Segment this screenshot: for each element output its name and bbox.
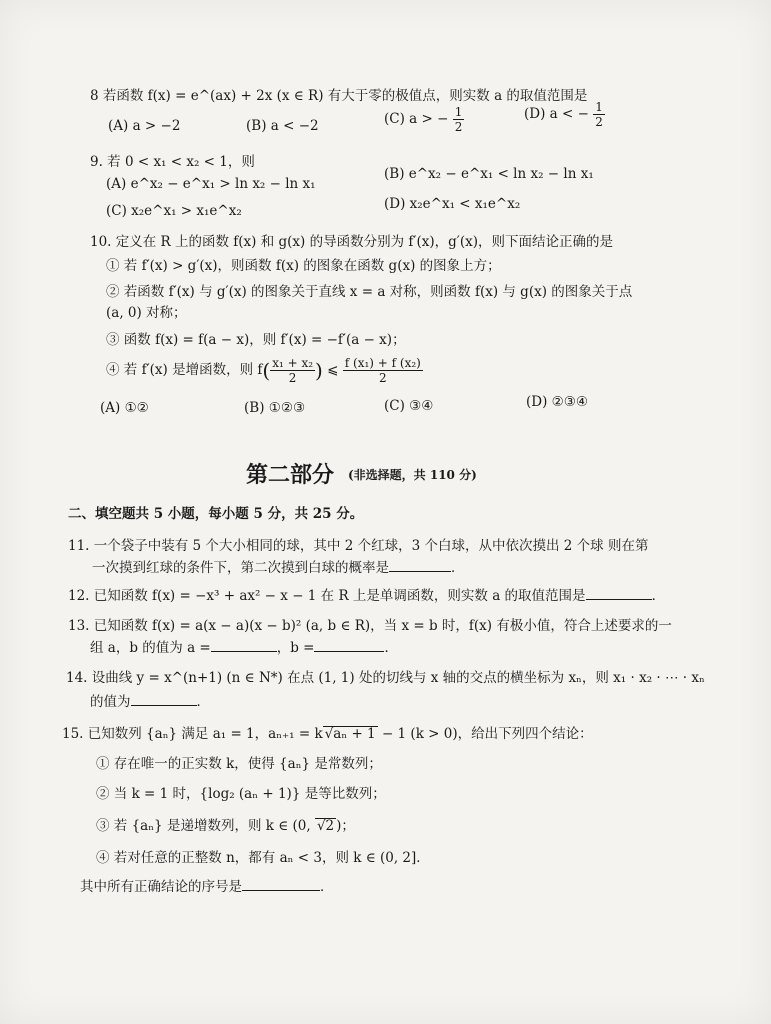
q8-d-frac-den: 2 — [595, 115, 603, 129]
q10-statement-2-cont: (a, 0) 对称； — [106, 305, 187, 321]
q10-s4-left-fraction: $\frac{\text{x₁ + x₂}}{2}$ — [272, 356, 314, 385]
q10-statement-2: ② 若函数 f′(x) 与 g′(x) 的图象关于直线 x = a 对称，则函数 f(x) 与 g(x) 的图象关于点 — [106, 284, 633, 300]
q8-option-c-text: (C) a > − — [384, 111, 449, 127]
q11-answer-blank[interactable] — [389, 559, 451, 572]
q8-stem: 8 若函数 f(x) = e^(ax) + 2x (x ∈ R) 有大于零的极值点，则实数 a 的取值范围是 — [90, 88, 588, 104]
q9-option-a: (A) e^x₂ − e^x₁ > ln x₂ − ln x₁ — [106, 176, 316, 192]
q10-stem: 10. 定义在 R 上的函数 f(x) 和 g(x) 的导函数分别为 f′(x)，g′(x)，则下面结论正确的是 — [90, 234, 613, 250]
part2-title: 第二部分 — [246, 462, 335, 488]
q10-option-d: (D) ②③④ — [526, 394, 588, 410]
q15-answer-blank[interactable] — [242, 878, 320, 891]
q10-statement-3: ③ 函数 f(x) = f(a − x)，则 f′(x) = −f′(a − x)； — [106, 332, 406, 348]
q9-option-d: (D) x₂e^x₁ < x₁e^x₂ — [384, 196, 521, 212]
section2-heading: 二、填空题共 5 小题，每小题 5 分，共 25 分。 — [68, 506, 364, 522]
q14-line2: 的值为 ． — [90, 694, 210, 710]
q15-tail: 其中所有正确结论的序号是 ． — [80, 879, 334, 895]
q12-answer-blank[interactable] — [586, 587, 652, 600]
q13-line2: 组 a，b 的值为 a = ，b = ． — [90, 640, 398, 656]
q15-statement-3: ③ 若 {aₙ} 是递增数列，则 k ∈ (0, √2 )； — [96, 818, 355, 834]
q14-line1: 14. 设曲线 y = x^(n+1) (n ∈ N*) 在点 (1, 1) 处的切线与 x 轴的交点的横坐标为 xₙ，则 x₁ · x₂ · ⋯ · xₙ — [66, 670, 705, 686]
q15-statement-2: ② 当 k = 1 时，{log₂ (aₙ + 1)} 是等比数列； — [96, 786, 386, 802]
q10-statement-1: ① 若 f′(x) > g′(x)，则函数 f(x) 的图象在函数 g(x) 的图象上方； — [106, 258, 501, 274]
q9-option-b: (B) e^x₂ − e^x₁ < ln x₂ − ln x₁ — [384, 166, 594, 182]
q10-s4-right-fraction: $\frac{\text{f (x₁) + f (x₂)}}{2}$ — [344, 356, 421, 385]
q13-line1: 13. 已知函数 f(x) = a(x − a)(x − b)² (a, b ∈ R)，当 x = b 时，f(x) 有极小值，符合上述要求的一 — [68, 618, 672, 634]
q8-option-a: (A) a > −2 — [108, 118, 181, 134]
q8-option-d-fraction — [593, 100, 605, 129]
q8-option-b: (B) a < −2 — [246, 118, 319, 134]
q8-d-frac-num: 1 — [595, 100, 603, 114]
q13-blank-b[interactable] — [314, 639, 384, 652]
q10-option-b: (B) ①②③ — [244, 400, 306, 416]
part2-subtitle: (非选择题，共 110 分) — [348, 468, 477, 482]
q10-option-a: (A) ①② — [100, 400, 149, 416]
q10-statement-4: ④ 若 f′(x) 是增函数，则 f( $\frac{\text{x₁ + x₂}}{2}$ ) ⩽ $\frac{\text{f (x₁) + f (x₂)}}{2}$ — [106, 356, 421, 385]
q15-statement-4: ④ 若对任意的正整数 n，都有 aₙ < 3，则 k ∈ (0, 2]． — [96, 850, 430, 866]
q8-option-d-text: (D) a < − — [524, 106, 589, 122]
q15-sqrt: √aₙ + 1 — [324, 726, 376, 742]
q10-s4-le: ⩽ — [327, 362, 339, 378]
q15-statement-1: ① 存在唯一的正实数 k，使得 {aₙ} 是常数列； — [96, 756, 382, 772]
q8-option-c-fraction — [453, 105, 465, 134]
q10-option-c: (C) ③④ — [384, 398, 434, 414]
q9-stem: 9. 若 0 < x₁ < x₂ < 1，则 — [90, 154, 255, 170]
q12-line: 12. 已知函数 f(x) = −x³ + ax² − x − 1 在 R 上是单调函数，则实数 a 的取值范围是 ． — [68, 588, 666, 604]
q8-c-frac-num: 1 — [454, 105, 463, 119]
q11-line2: 一次摸到红球的条件下，第二次摸到白球的概率是 ． — [92, 560, 465, 576]
q8-option-d — [524, 100, 605, 129]
q13-blank-a[interactable] — [211, 639, 277, 652]
q9-option-c: (C) x₂e^x₁ > x₁e^x₂ — [106, 203, 242, 219]
q8-c-frac-den: 2 — [454, 120, 463, 134]
q15-s3-sqrt: √2 — [316, 818, 335, 834]
q10-s4-text: ④ 若 f′(x) 是增函数，则 f — [106, 362, 263, 378]
q14-answer-blank[interactable] — [131, 693, 197, 706]
q8-option-c — [384, 105, 464, 134]
q11-line1: 11. 一个袋子中装有 5 个大小相同的球，其中 2 个红球，3 个白球，从中依次摸出 2 个球 则在第 — [68, 538, 649, 554]
q15-stem: 15. 已知数列 {aₙ} 满足 a₁ = 1，aₙ₊₁ = k √aₙ + 1 − 1 (k > 0)，给出下列四个结论： — [62, 726, 593, 742]
